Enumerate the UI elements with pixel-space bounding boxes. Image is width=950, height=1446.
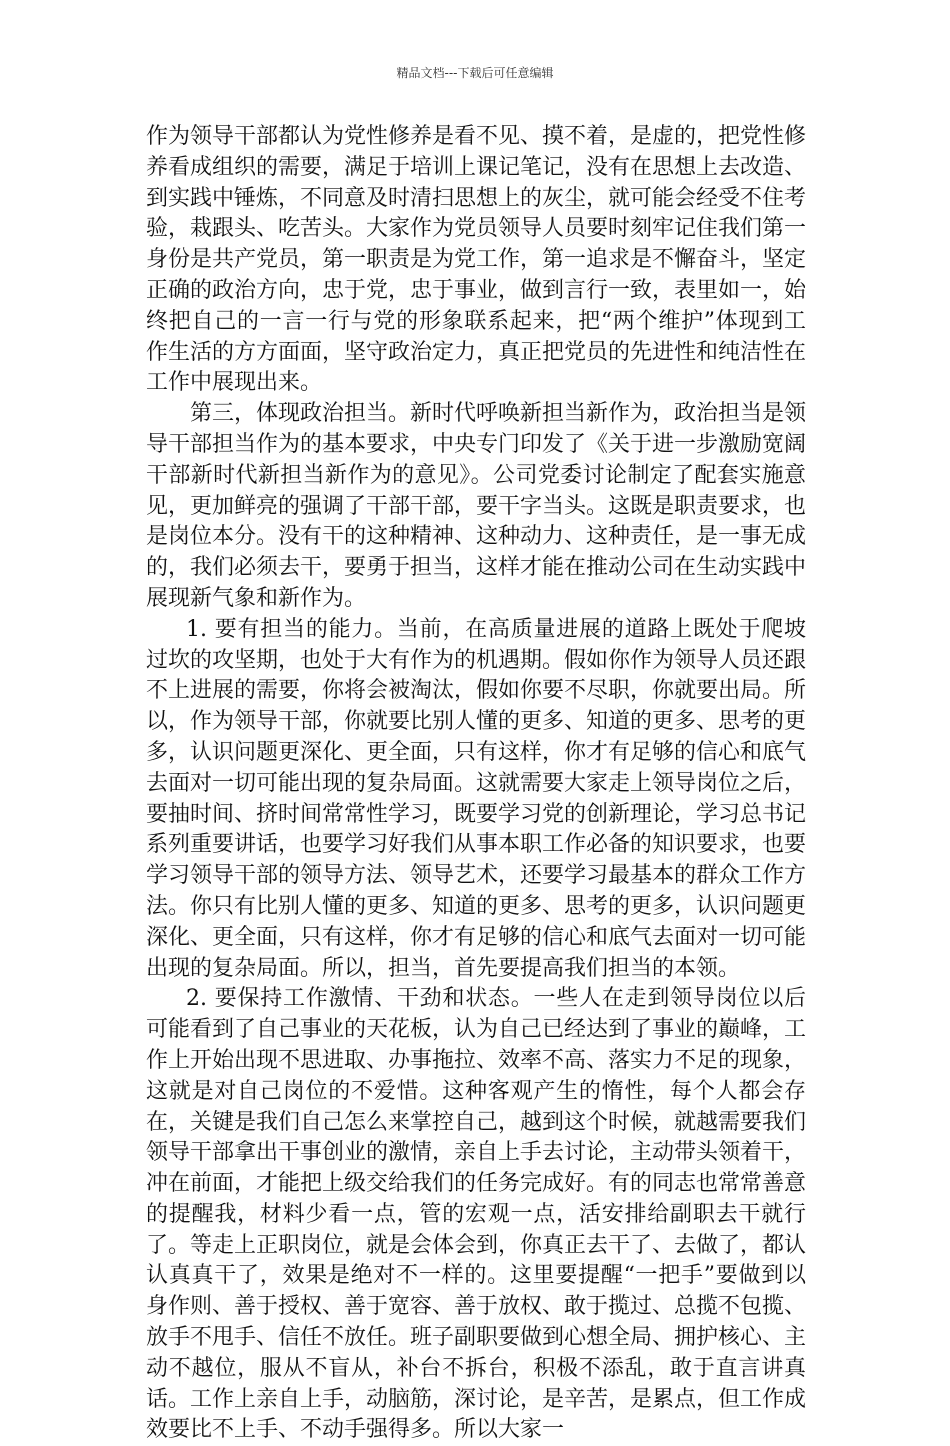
page-header: 精品文档---下载后可任意编辑	[396, 66, 554, 80]
paragraph-section-three: 第三，体现政治担当。新时代呼唤新担当新作为，政治担当是领导干部担当作为的基本要求，中央专门印发了《关于进一步激励宽阔干部新时代新担当新作为的意见》。公司党委讨论制定了配套实施意见，更加鲜亮的强调了干部干部，要干字当头。这既是职责要求，也是岗位本分。没有干的这种精神、这种动力、这种责任，是一事无成的，我们必须去干，要勇于担当，这样才能在推动公司在生动实践中展现新气象和新作为。	[146, 401, 807, 611]
document-body	[146, 122, 806, 1446]
paragraph-continuation: 作为领导干部都认为党性修养是看不见、摸不着，是虚的，把党性修养看成组织的需要，满足于培训上课记笔记，没有在思想上去改造、到实践中锤炼，不同意及时清扫思想上的灰尘，就可能会经受不住考验，栽跟头、吃苦头。大家作为党员领导人员要时刻牢记住我们第一身份是共产党员，第一职责是为党工作，第一追求是不懈奋斗，坚定正确的政治方向，忠于党，忠于事业，做到言行一致，表里如一，始终把自己的一言一行与党的形象联系起来，把“两个维护”体现到工作生活的方方面面，坚守政治定力，真正把党员的先进性和纯洁性在工作中展现出来。	[146, 124, 807, 396]
paragraph-point-one: 1. 要有担当的能力。当前，在高质量进展的道路上既处于爬坡过坎的攻坚期，也处于大有作为的机遇期。假如你作为领导人员还跟不上进展的需要，你将会被淘汰，假如你要不尽职，你就要出局。所以，作为领导干部，你就要比别人懂的更多、知道的更多、思考的更多，认识问题更深化、更全面，只有这样，你才有足够的信心和底气去面对一切可能出现的复杂局面。这就需要大家走上领导岗位之后，要抽时间、挤时间常常性学习，既要学习党的创新理论，学习总书记系列重要讲话，也要学习好我们从事本职工作必备的知识要求，也要学习领导干部的领导方法、领导艺术，还要学习最基本的群众工作方法。你只有比别人懂的更多、知道的更多、思考的更多，认识问题更深化、更全面，只有这样，你才有足够的信心和底气去面对一切可能出现的复杂局面。所以，担当，首先要提高我们担当的本领。	[146, 616, 807, 981]
paragraph-point-two: 2. 要保持工作激情、干劲和状态。一些人在走到领导岗位以后可能看到了自己事业的天花板，认为自己已经达到了事业的巅峰，工作上开始出现不思进取、办事拖拉、效率不高、落实力不足的现象，这就是对自己岗位的不爱惜。这种客观产生的惰性，每个人都会存在，关键是我们自己怎么来掌控自己，越到这个时候，就越需要我们领导干部拿出干事创业的激情，亲自上手去讨论，主动带头领着干，冲在前面，才能把上级交给我们的任务完成好。有的同志也常常善意的提醒我，材料少看一点，管的宏观一点，活安排给副职去干就行了。等走上正职岗位，就是会体会到，你真正去干了、去做了，都认认真真干了，效果是绝对不一样的。这里要提醒“一把手”要做到以身作则、善于授权、善于宽容、善于放权、敢于揽过、总揽不包揽、放手不甩手、信任不放任。班子副职要做到心想全局、拥护核心、主动不越位，服从不盲从，补台不拆台，积极不添乱，敢于直言讲真话。工作上亲自上手，动脑筋，深讨论，是辛苦，是累点，但工作成效要比不上手、不动手强得多。所以大家一	[146, 986, 807, 1443]
